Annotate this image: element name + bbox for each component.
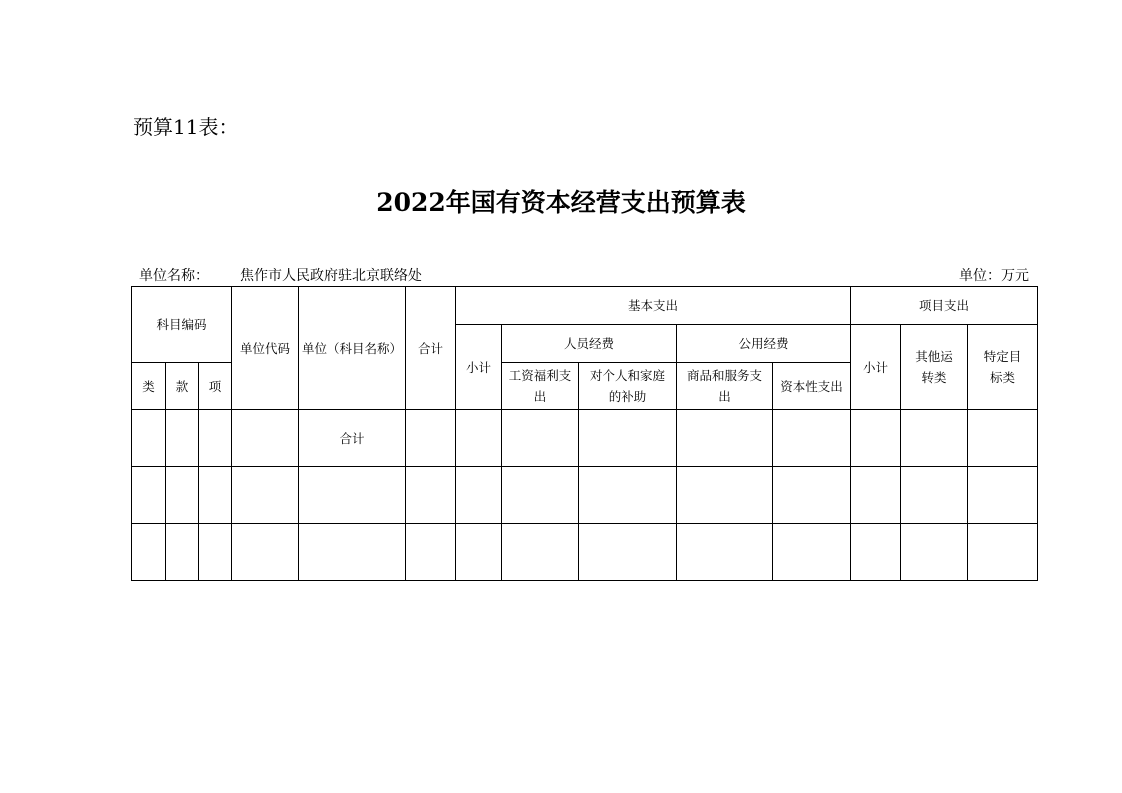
header-capital-expenditure: 资本性支出 bbox=[773, 363, 851, 410]
header-goods-services: 商品和服务支出 bbox=[677, 363, 773, 410]
table-cell bbox=[677, 467, 773, 524]
table-cell bbox=[968, 410, 1038, 467]
form-number-label: 预算11表： bbox=[133, 115, 239, 139]
table-cell bbox=[901, 410, 968, 467]
table-cell bbox=[851, 410, 901, 467]
table-cell bbox=[579, 467, 677, 524]
unit-name-value: 焦作市人民政府驻北京联络处 bbox=[240, 268, 422, 284]
header-section: 款 bbox=[166, 363, 199, 410]
table-cell bbox=[901, 524, 968, 581]
table-cell bbox=[406, 467, 456, 524]
table-cell bbox=[166, 524, 199, 581]
header-personnel-costs: 人员经费 bbox=[502, 325, 677, 363]
table-cell bbox=[851, 467, 901, 524]
header-project-subtotal: 小计 bbox=[851, 325, 901, 410]
table-cell bbox=[456, 467, 502, 524]
table-row bbox=[132, 410, 1038, 467]
table-cell bbox=[456, 410, 502, 467]
table-cell bbox=[579, 410, 677, 467]
table-cell bbox=[456, 524, 502, 581]
header-basic-subtotal: 小计 bbox=[456, 325, 502, 410]
header-basic-expenditure: 基本支出 bbox=[456, 287, 851, 325]
header-public-costs: 公用经费 bbox=[677, 325, 851, 363]
row-name-cell bbox=[299, 524, 406, 581]
header-item: 项 bbox=[199, 363, 232, 410]
table-cell bbox=[502, 410, 579, 467]
table-cell bbox=[502, 467, 579, 524]
table-cell bbox=[232, 467, 299, 524]
table-cell bbox=[166, 410, 199, 467]
row-name-cell bbox=[299, 467, 406, 524]
header-total: 合计 bbox=[406, 287, 456, 410]
table-cell bbox=[968, 467, 1038, 524]
header-unit-subject-name: 单位（科目名称） bbox=[299, 287, 406, 410]
table-cell bbox=[579, 524, 677, 581]
table-cell bbox=[199, 467, 232, 524]
table-cell bbox=[132, 410, 166, 467]
table-cell bbox=[232, 524, 299, 581]
header-category: 类 bbox=[132, 363, 166, 410]
budget-table bbox=[131, 286, 1038, 581]
table-cell bbox=[132, 524, 166, 581]
header-individual-family-subsidy: 对个人和家庭的补助 bbox=[579, 363, 677, 410]
table-cell bbox=[773, 467, 851, 524]
table-cell bbox=[677, 410, 773, 467]
unit-name-label: 单位名称： bbox=[139, 268, 209, 284]
table-cell bbox=[406, 410, 456, 467]
currency-unit: 单位：万元 bbox=[959, 268, 1029, 284]
table-cell bbox=[851, 524, 901, 581]
header-unit-code: 单位代码 bbox=[232, 287, 299, 410]
header-project-expenditure: 项目支出 bbox=[851, 287, 1038, 325]
table-cell bbox=[132, 467, 166, 524]
table-cell bbox=[232, 410, 299, 467]
table-cell bbox=[199, 410, 232, 467]
header-salary-welfare: 工资福利支出 bbox=[502, 363, 579, 410]
table-cell bbox=[502, 524, 579, 581]
table-cell bbox=[406, 524, 456, 581]
table-cell bbox=[166, 467, 199, 524]
row-name-cell: 合计 bbox=[299, 410, 406, 467]
table-cell bbox=[773, 524, 851, 581]
header-other-operations: 其他运转类 bbox=[901, 325, 968, 410]
table-cell bbox=[677, 524, 773, 581]
table-cell bbox=[968, 524, 1038, 581]
table-cell bbox=[199, 524, 232, 581]
header-specific-target: 特定目标类 bbox=[968, 325, 1038, 410]
table-row bbox=[132, 524, 1038, 581]
table-cell bbox=[773, 410, 851, 467]
table-cell bbox=[901, 467, 968, 524]
document-title: 2022年国有资本经营支出预算表 bbox=[376, 188, 746, 217]
table-row bbox=[132, 467, 1038, 524]
header-subject-code: 科目编码 bbox=[132, 287, 232, 363]
